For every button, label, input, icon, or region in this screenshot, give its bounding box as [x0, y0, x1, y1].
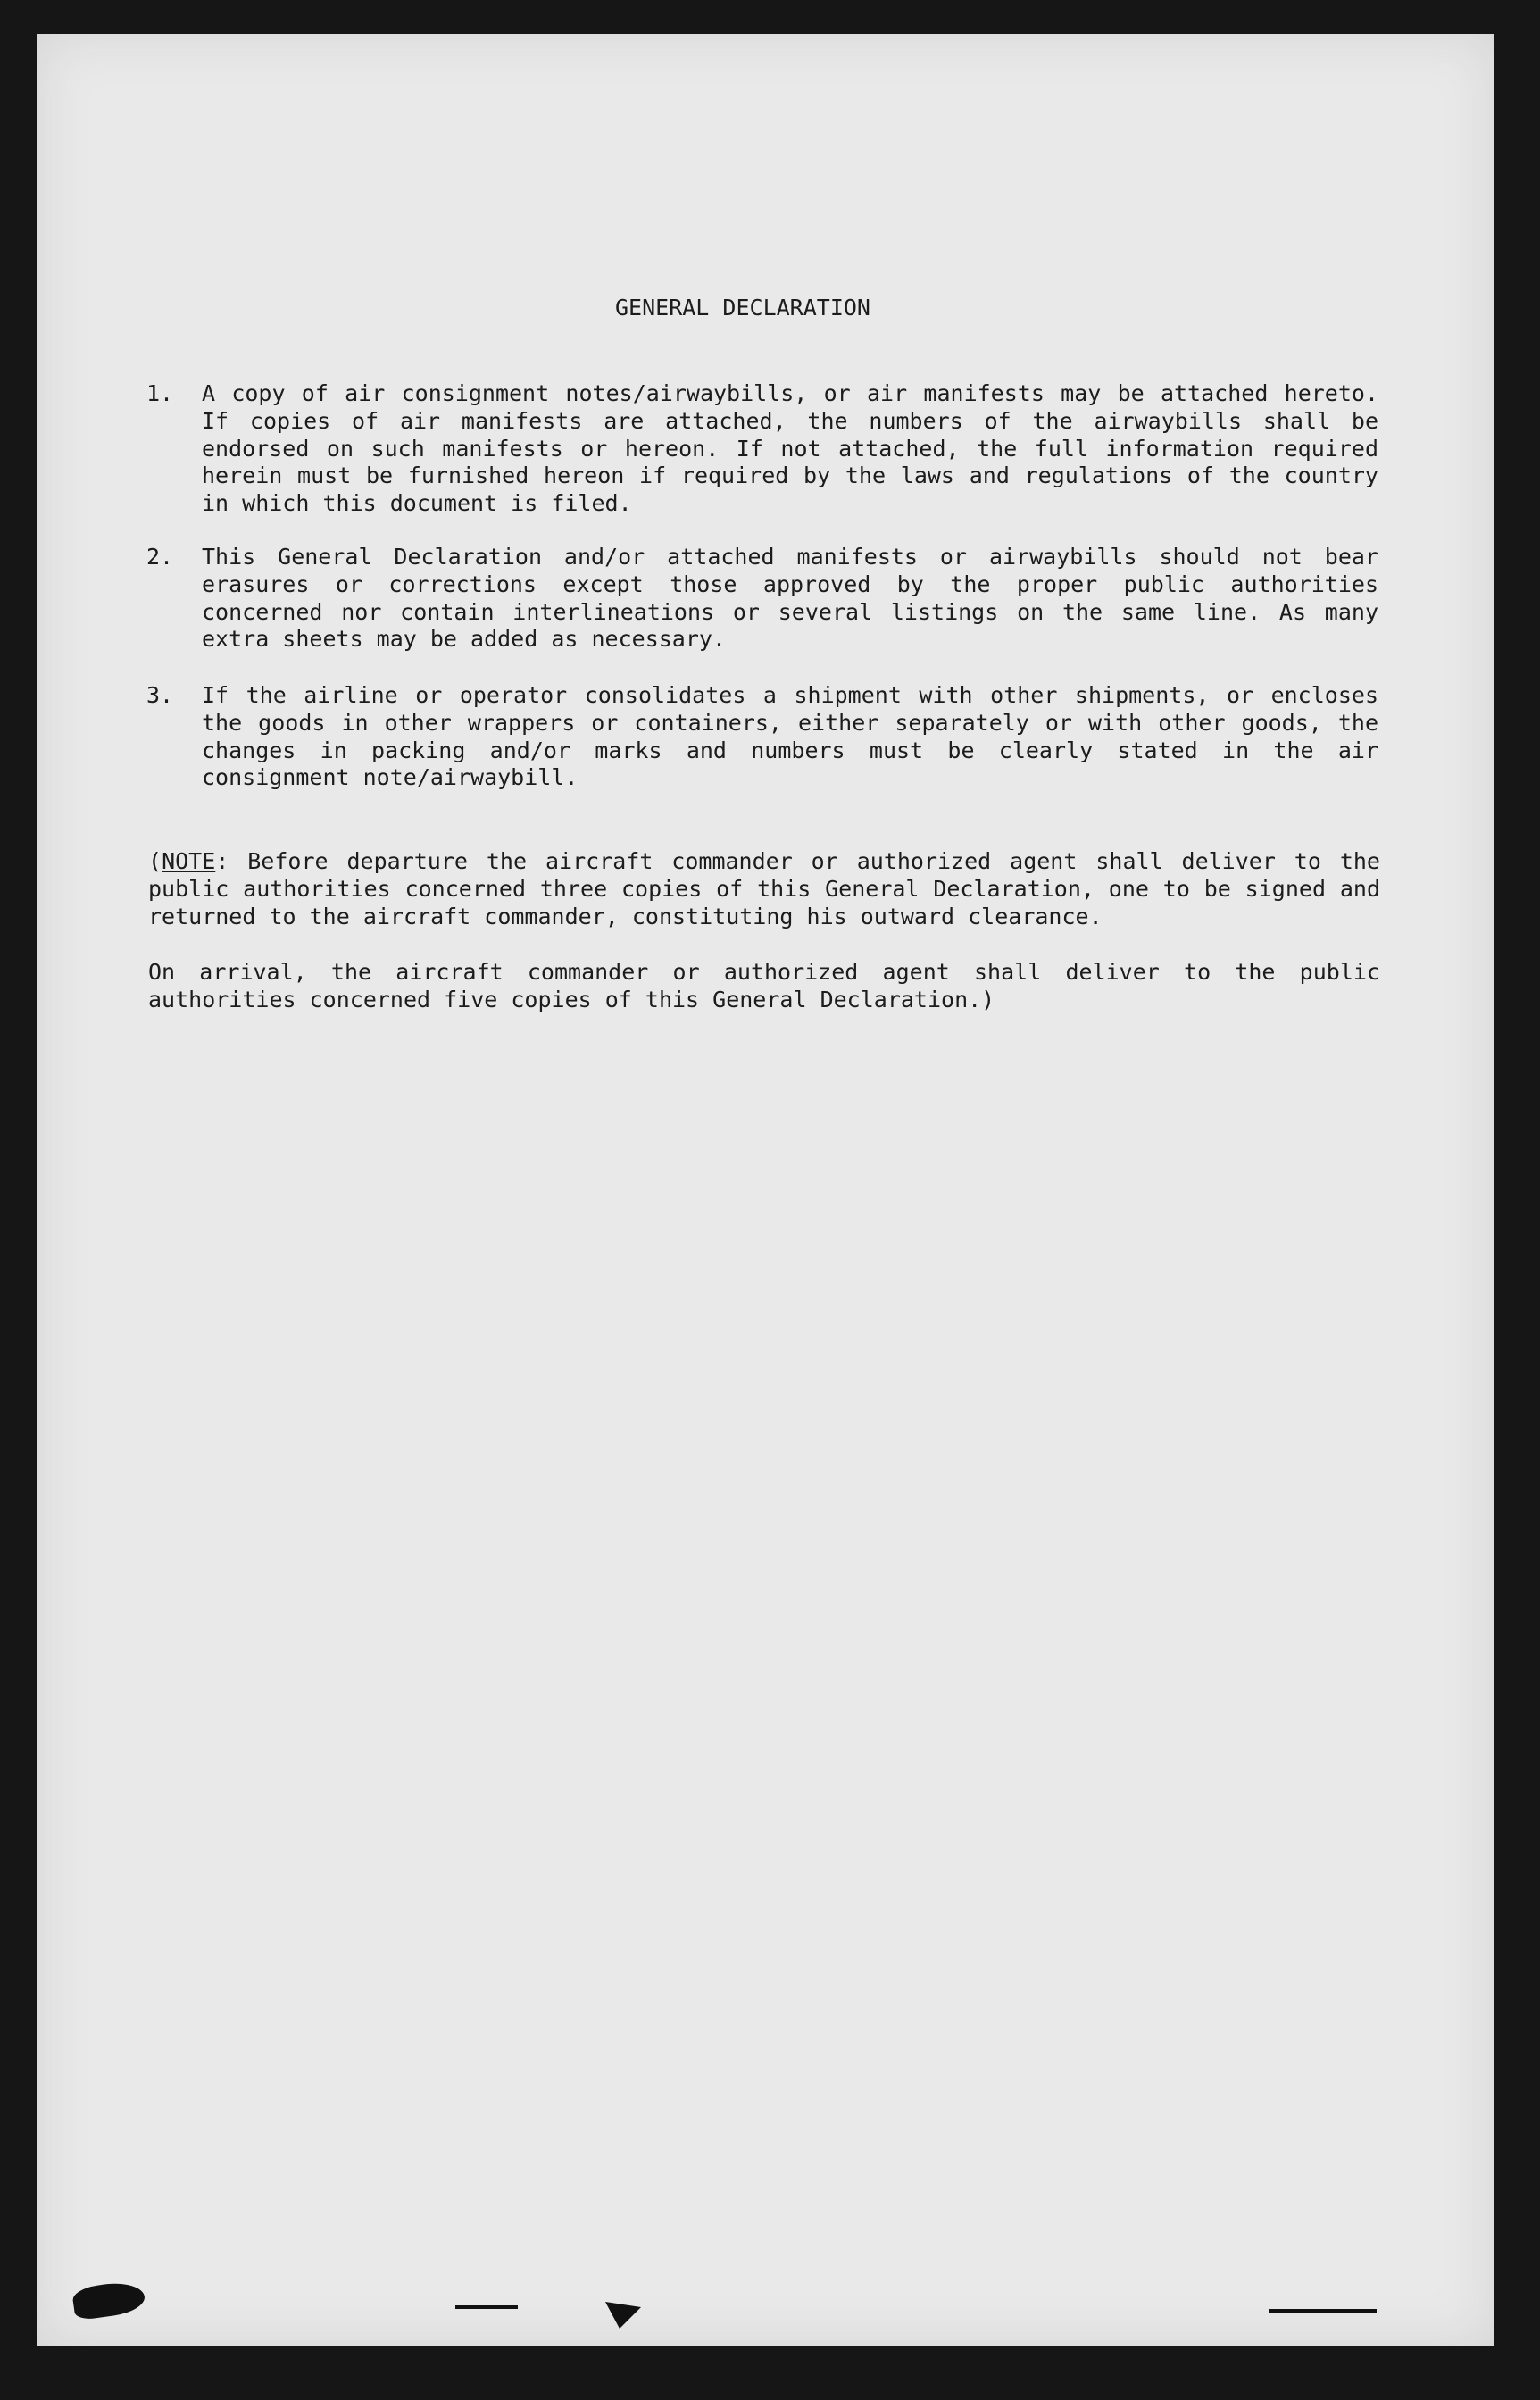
scan-smudge — [1269, 2309, 1377, 2312]
scan-smudge — [71, 2279, 146, 2321]
item-text: This General Declaration and/or attached manifests or airwaybills should not bear erasures or corrections except those approved by the proper public authorities concerned nor contain interlineations or several listings on the same line. As many extra sheets may be added as necessary. — [202, 544, 1393, 653]
arrival-text: On arrival, the aircraft commander or authorized agent shall deliver to the public authorities concerned five copies of this General Declaration.) — [148, 959, 1394, 1012]
note-paragraph — [148, 848, 1394, 930]
scan-smudge — [455, 2305, 518, 2309]
note-label: NOTE — [162, 848, 216, 874]
item-number: 3. — [146, 682, 174, 708]
note-open-paren: ( — [148, 848, 162, 874]
arrival-paragraph — [148, 959, 1394, 1014]
item-text: If the airline or operator consolidates a shipment with other shipments, or encloses the goods in other wrappers or containers, either separately or with other goods, the changes in packing and/or marks and numbers must be clearly stated in the air consignment note/airwaybill. — [202, 682, 1393, 791]
document-page — [37, 34, 1494, 2346]
document-title: GENERAL DECLARATION — [615, 295, 870, 321]
note-text: : Before departure the aircraft commander or authorized agent shall deliver to the public authorities concerned three copies of this General Declaration, one to be signed and returned to the aircraft commander, constituting his outward clearance. — [148, 848, 1394, 929]
item-text: A copy of air consignment notes/airwaybills, or air manifests may be attached hereto. If copies of air manifests are attached, the numbers of the airwaybills shall be endorsed on such manifests or hereon. If not attached, the full information required herein must be furnished hereon if required by the laws and regulations of the country in which this document is filed. — [202, 380, 1393, 517]
item-number: 1. — [146, 380, 174, 406]
item-number: 2. — [146, 544, 174, 570]
scan-smudge — [605, 2302, 641, 2329]
